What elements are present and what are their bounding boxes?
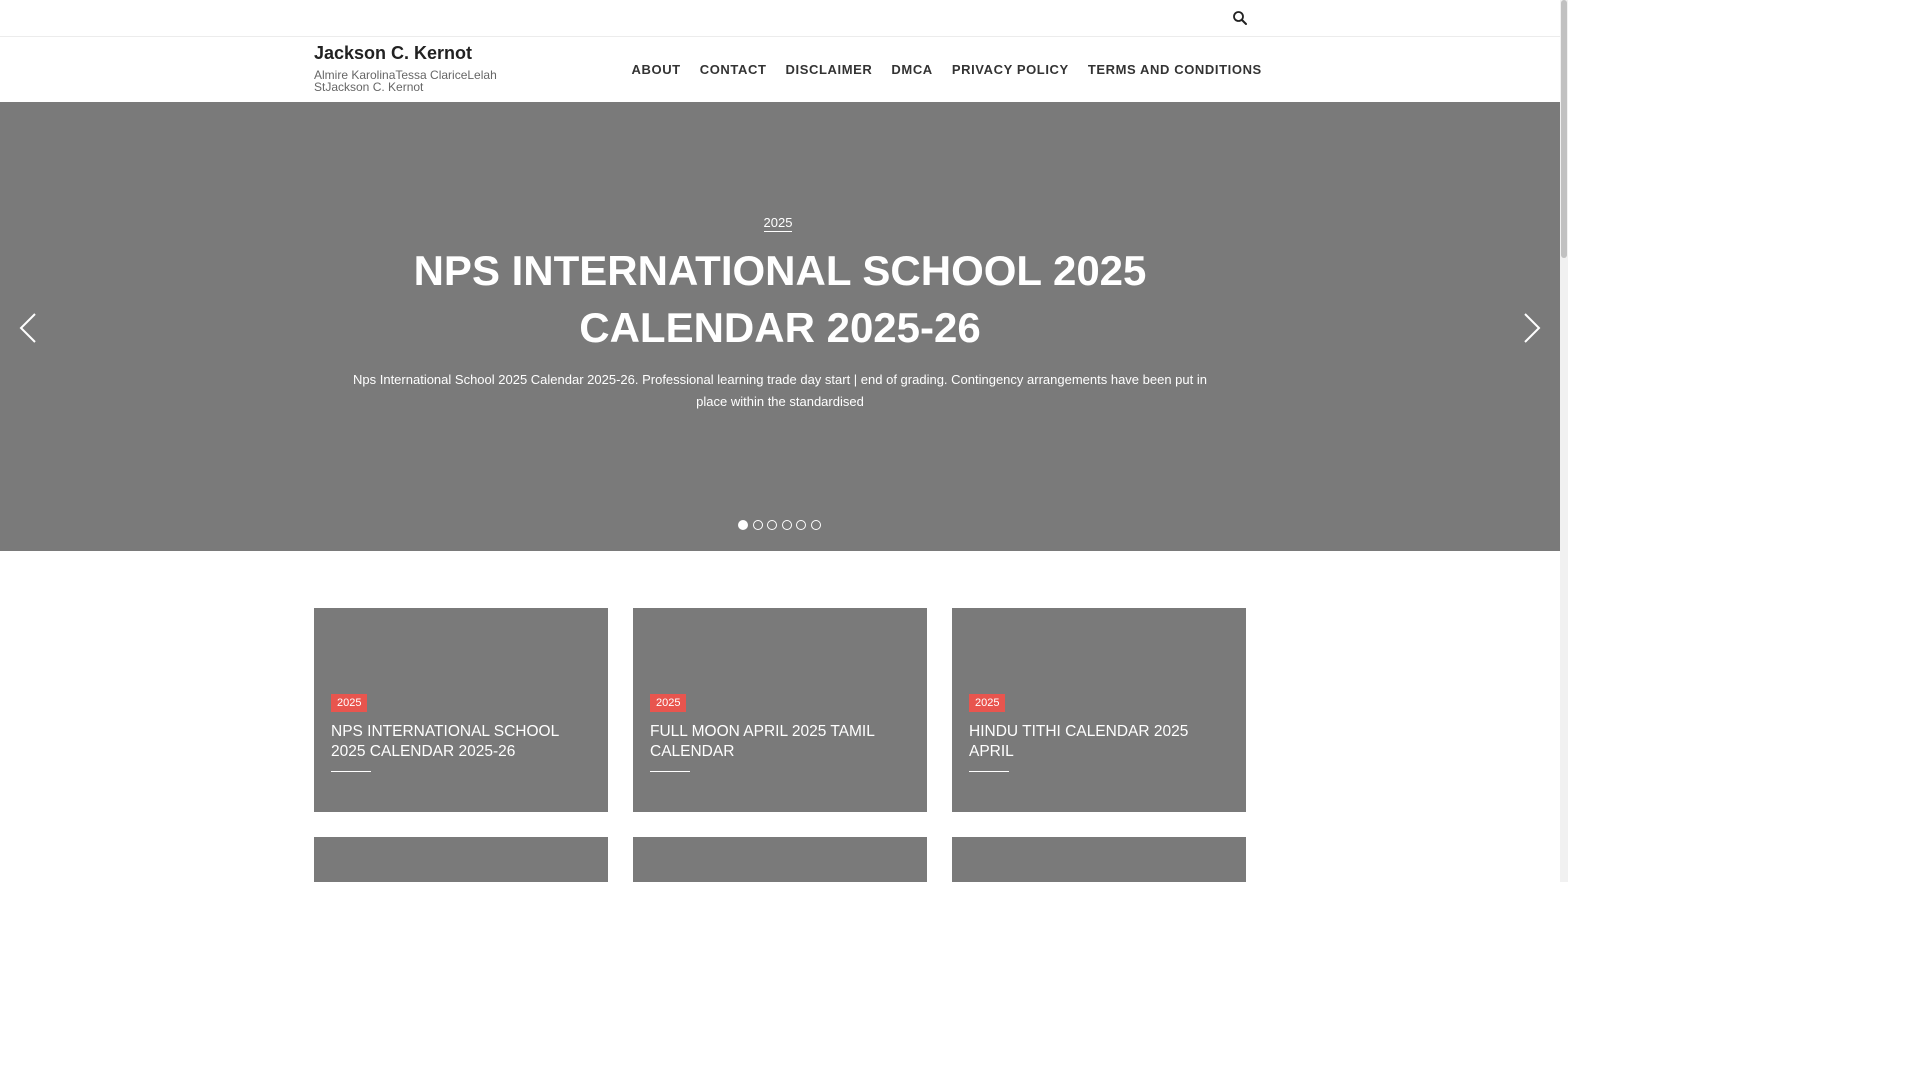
site-header: [0, 37, 1560, 102]
site-title[interactable]: Jackson C. Kernot: [314, 43, 473, 63]
nav-about[interactable]: ABOUT: [631, 62, 681, 77]
post-card[interactable]: [314, 608, 608, 812]
slider-dots: [738, 520, 821, 530]
chevron-right-icon[interactable]: [1522, 312, 1542, 344]
hero-category-link[interactable]: 2025: [763, 215, 793, 230]
search-icon[interactable]: [1232, 10, 1248, 26]
post-title[interactable]: NPS INTERNATIONAL SCHOOL 2025 CALENDAR 2025-26: [331, 723, 559, 760]
nav-contact[interactable]: CONTACT: [699, 62, 767, 77]
post-title[interactable]: FULL MOON APRIL 2025 TAMIL CALENDAR: [650, 723, 875, 760]
slider-dot-2[interactable]: [753, 520, 763, 530]
hero-slider: [0, 102, 1560, 551]
post-card[interactable]: [633, 837, 927, 882]
title-underline: [650, 771, 690, 772]
chevron-left-icon[interactable]: [18, 312, 38, 344]
post-card[interactable]: [633, 608, 927, 812]
slider-dot-4[interactable]: [782, 520, 792, 530]
nav-privacy-policy[interactable]: PRIVACY POLICY: [951, 62, 1069, 77]
hero-excerpt: Nps International School 2025 Calendar 2025-26. Professional learning trade day start | end of grading. Contingency arrangements have been put in place within the standardised: [353, 372, 1207, 409]
slider-dot-6[interactable]: [811, 520, 821, 530]
post-card[interactable]: [314, 837, 608, 882]
post-category-badge[interactable]: 2025: [650, 694, 686, 712]
post-title[interactable]: HINDU TITHI CALENDAR 2025 APRIL: [969, 723, 1189, 760]
slider-dot-3[interactable]: [767, 520, 777, 530]
post-card[interactable]: [952, 837, 1246, 882]
post-grid: [314, 608, 1246, 882]
post-category-badge[interactable]: 2025: [969, 694, 1005, 712]
scrollbar-thumb[interactable]: [1561, 0, 1567, 258]
slider-dot-1[interactable]: [738, 520, 748, 530]
hero-title[interactable]: NPS INTERNATIONAL SCHOOL 2025 CALENDAR 2025-26: [413, 247, 1147, 351]
post-card[interactable]: [952, 608, 1246, 812]
hero-category: [0, 215, 1556, 230]
slider-dot-5[interactable]: [796, 520, 806, 530]
nav-disclaimer[interactable]: DISCLAIMER: [785, 62, 873, 77]
nav-dmca[interactable]: DMCA: [891, 62, 933, 77]
page-scrollbar[interactable]: [1560, 0, 1568, 882]
site-description: Almire KarolinaTessa ClariceLelah StJackson C. Kernot: [314, 68, 497, 94]
main-nav: [622, 62, 1271, 77]
nav-terms-and-conditions[interactable]: TERMS AND CONDITIONS: [1087, 62, 1262, 77]
title-underline: [331, 771, 371, 772]
post-category-badge[interactable]: 2025: [331, 694, 367, 712]
title-underline: [969, 771, 1009, 772]
top-bar: [0, 0, 1560, 37]
